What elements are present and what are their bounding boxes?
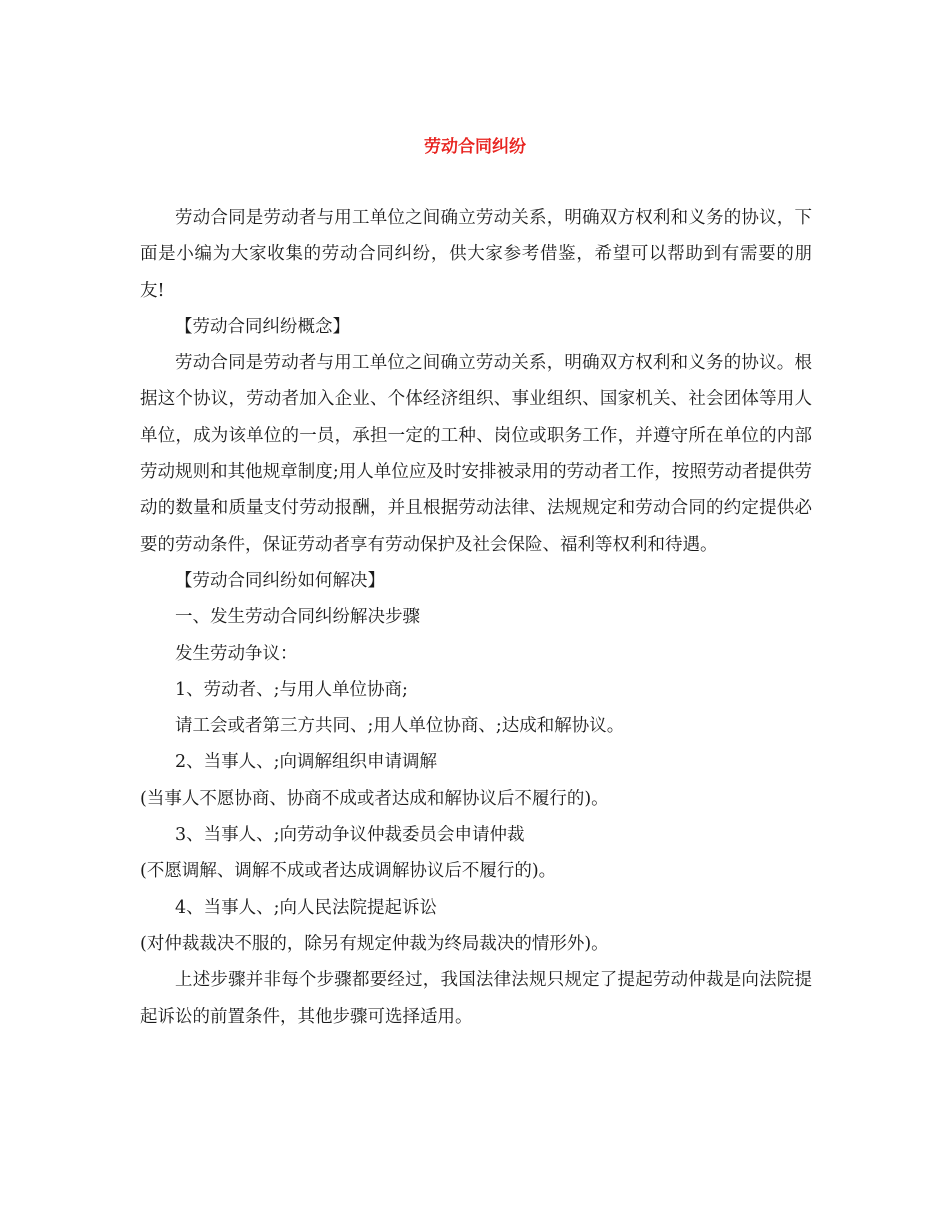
intro-paragraph: 劳动合同是劳动者与用工单位之间确立劳动关系，明确双方权利和义务的协议，下面是小编为大家收集的劳动合同纠纷，供大家参考借鉴，希望可以帮助到有需要的朋友! [140, 208, 812, 301]
step-4-note: (对仲裁裁决不服的，除另有规定仲裁为终局裁决的情形外)。 [140, 933, 609, 954]
steps-heading: 一、发生劳动合同纠纷解决步骤 [175, 607, 420, 628]
step-3-note: (不愿调解、调解不成或者达成调解协议后不履行的)。 [140, 861, 557, 882]
step-2-note: (当事人不愿协商、协商不成或者达成和解协议后不履行的)。 [140, 788, 609, 809]
dispute-occurs-line: 发生劳动争议： [175, 643, 298, 664]
step-1-detail-line: 请工会或者第三方共同、;用人单位协商、;达成和解协议。 [175, 716, 625, 737]
document-title: 劳动合同纠纷 [424, 137, 526, 157]
step-1-line: 1、劳动者、;与用人单位协商; [175, 679, 408, 700]
concept-paragraph: 劳动合同是劳动者与用工单位之间确立劳动关系，明确双方权利和义务的协议。根据这个协议，劳动者加入企业、个体经济组织、事业组织、国家机关、社会团体等用人单位，成为该单位的一员，承担一定的工种、岗位或职务工作，并遵守所在单位的内部劳动规则和其他规章制度;用人单位应及时安排被录用的劳动者工作，按照劳动者提供劳动的数量和质量支付劳动报酬，并且根据劳动法律、法规规定和劳动合同的约定提供必要的劳动条件，保证劳动者享有劳动保护及社会保险、福利等权利和待遇。 [140, 353, 812, 555]
step-2-line: 2、当事人、;向调解组织申请调解 [175, 752, 438, 773]
section-heading-resolution: 【劳动合同纠纷如何解决】 [175, 570, 385, 591]
step-4-line: 4、当事人、;向人民法院提起诉讼 [175, 897, 438, 918]
closing-paragraph: 上述步骤并非每个步骤都要经过，我国法律法规只规定了提起劳动仲裁是向法院提起诉讼的前置条件，其他步骤可选择适用。 [140, 970, 812, 1027]
section-heading-concept: 【劳动合同纠纷概念】 [175, 316, 350, 337]
document-body [140, 200, 812, 1035]
step-3-line: 3、当事人、;向劳动争议仲裁委员会申请仲裁 [175, 825, 525, 846]
